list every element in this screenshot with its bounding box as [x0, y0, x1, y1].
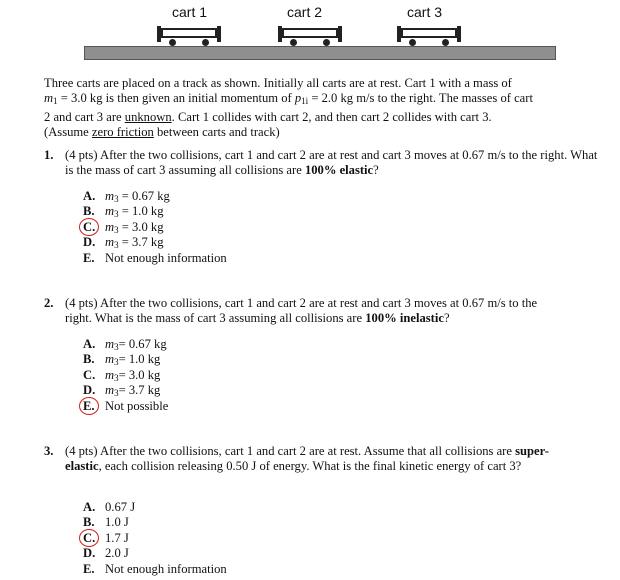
answer-option[interactable] [83, 220, 227, 235]
option-text: Not enough information [105, 561, 227, 576]
option-text: = 1.0 kg [118, 352, 161, 367]
option-letter: B. [83, 515, 95, 530]
answer-option[interactable] [83, 337, 168, 352]
option-text: 1.7 J [105, 530, 129, 545]
option-subscript: 3 [114, 357, 119, 368]
option-subscript: 3 [114, 240, 119, 251]
option-variable: m [105, 367, 115, 382]
option-letter: A. [83, 189, 96, 203]
answer-option[interactable] [83, 500, 227, 515]
answer-option[interactable] [83, 204, 227, 219]
option-variable: m [105, 235, 115, 250]
option-subscript: 3 [114, 342, 119, 352]
question-3-options [83, 500, 227, 577]
option-letter: A. [83, 337, 96, 351]
question-2: 2. (4 pts) After the two collisions, cart 1 and cart 2 are at rest and cart 3 moves at 0.67 m/s to the right. What is the mass of cart 3 assuming all collisions are 100% inelastic? [44, 296, 538, 326]
option-subscript: 3 [114, 372, 119, 383]
answer-option[interactable] [83, 189, 227, 204]
option-text: = 1.0 kg [118, 204, 164, 219]
question-2-options [83, 337, 168, 414]
option-variable: m [105, 189, 115, 203]
cart-3-label: cart 3 [407, 4, 443, 20]
option-variable: m [105, 352, 115, 367]
option-letter: C. [83, 530, 96, 545]
answer-option[interactable] [83, 383, 168, 398]
option-subscript: 3 [114, 388, 119, 399]
option-text: 2.0 J [105, 546, 129, 561]
option-text: = 3.0 kg [118, 367, 161, 382]
option-variable: m [105, 219, 115, 234]
question-3: 3. (4 pts) After the two collisions, cart 1 and cart 2 are at rest. Assume that all collisions are super-elastic, each collision releasing 0.50 J of energy. What is the final kinetic energy of cart 3? [44, 444, 549, 474]
option-letter: A. [83, 500, 96, 514]
answer-circle-mark [79, 529, 99, 547]
option-letter: B. [83, 204, 95, 219]
question-1-options [83, 189, 227, 266]
question-1: 1. (4 pts) After the two collisions, cart 1 and cart 2 are at rest and cart 3 moves at 0.67 m/s to the right. What is the mass of cart 3 assuming all collisions are 100% elastic? [44, 148, 598, 178]
answer-option[interactable] [83, 235, 227, 250]
answer-option[interactable] [83, 562, 227, 577]
problem-intro: Three carts are placed on a track as shown. Initially all carts are at rest. Cart 1 with a mass of $m_1 = 3.0$ kg is then given an initial momentum of $p_{1i} = 2.0$ kg m/s to the right. The masses of cart 2 and cart 3 are unknown. Cart 1 collides with cart 2, and then cart 2 collides with cart 3. (Assume zero friction between carts and track) [44, 76, 533, 140]
answer-option[interactable] [83, 531, 227, 546]
option-letter: E. [83, 250, 95, 265]
option-subscript: 3 [114, 209, 119, 220]
option-text: 1.0 J [105, 515, 129, 530]
cart-1-label: cart 1 [172, 4, 208, 20]
option-text: = 3.7 kg [118, 383, 161, 398]
track [84, 46, 556, 60]
option-text: 0.67 J [105, 500, 136, 514]
option-letter: C. [83, 367, 96, 382]
option-subscript: 3 [114, 224, 119, 235]
option-letter: D. [83, 546, 96, 561]
option-letter: E. [83, 561, 95, 576]
option-letter: C. [83, 219, 96, 234]
option-text: = 3.0 kg [118, 219, 164, 234]
option-letter: D. [83, 235, 96, 250]
cart-3 [397, 28, 461, 46]
answer-option[interactable] [83, 368, 168, 383]
option-variable: m [105, 337, 115, 351]
cart-2-label: cart 2 [287, 4, 323, 20]
option-text: = 3.7 kg [118, 235, 164, 250]
answer-option[interactable] [83, 515, 227, 530]
option-variable: m [105, 204, 115, 219]
answer-circle-mark [79, 397, 99, 415]
option-letter: B. [83, 352, 95, 367]
answer-option[interactable] [83, 251, 227, 266]
cart-2 [278, 28, 342, 46]
cart-1 [157, 28, 221, 46]
option-text: Not possible [105, 398, 169, 413]
answer-option[interactable] [83, 399, 168, 414]
option-text: Not enough information [105, 250, 227, 265]
answer-option[interactable] [83, 546, 227, 561]
answer-circle-mark [79, 218, 99, 236]
option-text: = 0.67 kg [118, 189, 170, 203]
option-text: = 0.67 kg [118, 337, 167, 351]
option-variable: m [105, 383, 115, 398]
option-subscript: 3 [114, 194, 119, 204]
answer-option[interactable] [83, 352, 168, 367]
option-letter: E. [83, 398, 95, 413]
option-letter: D. [83, 383, 96, 398]
